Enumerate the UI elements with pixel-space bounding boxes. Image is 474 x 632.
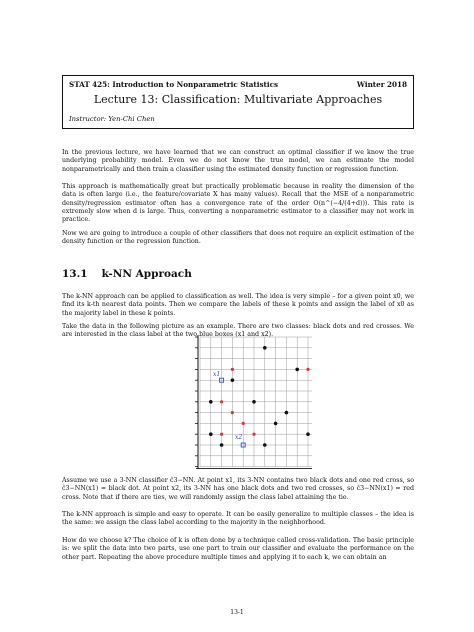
data-points (209, 346, 310, 447)
black-dot-point (209, 432, 213, 436)
black-dot-point (274, 422, 278, 426)
red-cross-point (231, 368, 234, 371)
black-dot-point (263, 346, 267, 350)
intro-paragraph-3: Now we are going to introduce a couple of other classifiers that does not require an explicit estimation of the density function or the regression function. (62, 230, 414, 246)
black-dot-point (295, 368, 299, 372)
section-heading (62, 268, 192, 280)
black-dot-point (220, 443, 224, 447)
intro-paragraph-1: In the previous lecture, we have learned that we can construct an optimal classifier if we know the true underlying probability model. Even we do not know the true model, we can estimate the model nonparametrically and then train a classifier using the estimated density function or regression function. (62, 149, 414, 173)
knn-paragraph-4: The k-NN approach is simple and easy to operate. It can be easily generalize to multiple classes – the idea is the same: we assign the class label according to the majority in the neighborhood. (62, 511, 414, 527)
section-number: 13.1 (62, 268, 88, 280)
intro-paragraph-2: This approach is mathematically great but practically problematic because in reality the dimension of the data is often large (i.e., the feature/covariate X has many values). Recall that the MSE of a nonparametric density/regression estimator often has a convergence rate of the order O(n^(−4/(4+d))). This rate is extremely slow when d is large. Thus, converting a nonparametric estimator to a classifier may not work in practice. (62, 183, 414, 224)
section-title: k-NN Approach (101, 268, 192, 280)
black-dot-point (306, 432, 310, 436)
knn-paragraph-3: Assume we use a 3-NN classifier ĉ3−NN. At point x1, its 3-NN contains two black dots and one red cross, so ĉ3−NN(x1) = black dot. At point x2, its 3-NN has one black dots and two red crosses, so ĉ3−NN(x1) = red cross. Note that if there are ties, we will randomly assign the class label attaining the tie. (62, 477, 414, 501)
red-cross-point (252, 433, 255, 436)
instructor: Instructor: Yen-Chi Chen (69, 115, 155, 123)
query-point-x1-label: x1 (213, 371, 221, 378)
black-dot-point (231, 378, 235, 382)
red-cross-point (220, 400, 223, 403)
red-cross-point (231, 411, 234, 414)
knn-paragraph-1: The k-NN approach can be applied to classification as well. The idea is very simple – for a given point x0, we find its k-th nearest data points. Then we compare the labels of these k points and assign the label of x0 as the majority label in these k points. (62, 293, 414, 317)
black-dot-point (252, 400, 256, 404)
grid-lines (200, 337, 312, 467)
red-cross-point (220, 433, 223, 436)
black-dot-point (209, 400, 213, 404)
knn-example-figure (172, 329, 312, 469)
red-cross-point (306, 368, 309, 371)
query-point-x2-label: x2 (235, 434, 243, 441)
term: Winter 2018 (356, 80, 407, 89)
course-name: STAT 425: Introduction to Nonparametric Statistics (69, 80, 278, 89)
black-dot-point (285, 411, 289, 415)
page-number: 13-1 (230, 609, 244, 616)
knn-paragraph-2: Take the data in the following picture as an example. There are two classes: black dots and red crosses. We are interested in the class label at the two blue boxes (x1 and x2). (62, 323, 414, 339)
lecture-title: Lecture 13: Classification: Multivariate Approaches (93, 93, 383, 106)
black-dot-point (263, 443, 267, 447)
knn-paragraph-5: How do we choose k? The choice of k is often done by a technique called cross-validation. The basic principle is: we split the data into two parts, use one part to train our classifier and evaluate the performance on the other part. Repeating the above procedure multiple times and applying it to each k, we can obtain an (62, 537, 414, 561)
lecture-header-box (62, 75, 414, 129)
red-cross-point (242, 422, 245, 425)
